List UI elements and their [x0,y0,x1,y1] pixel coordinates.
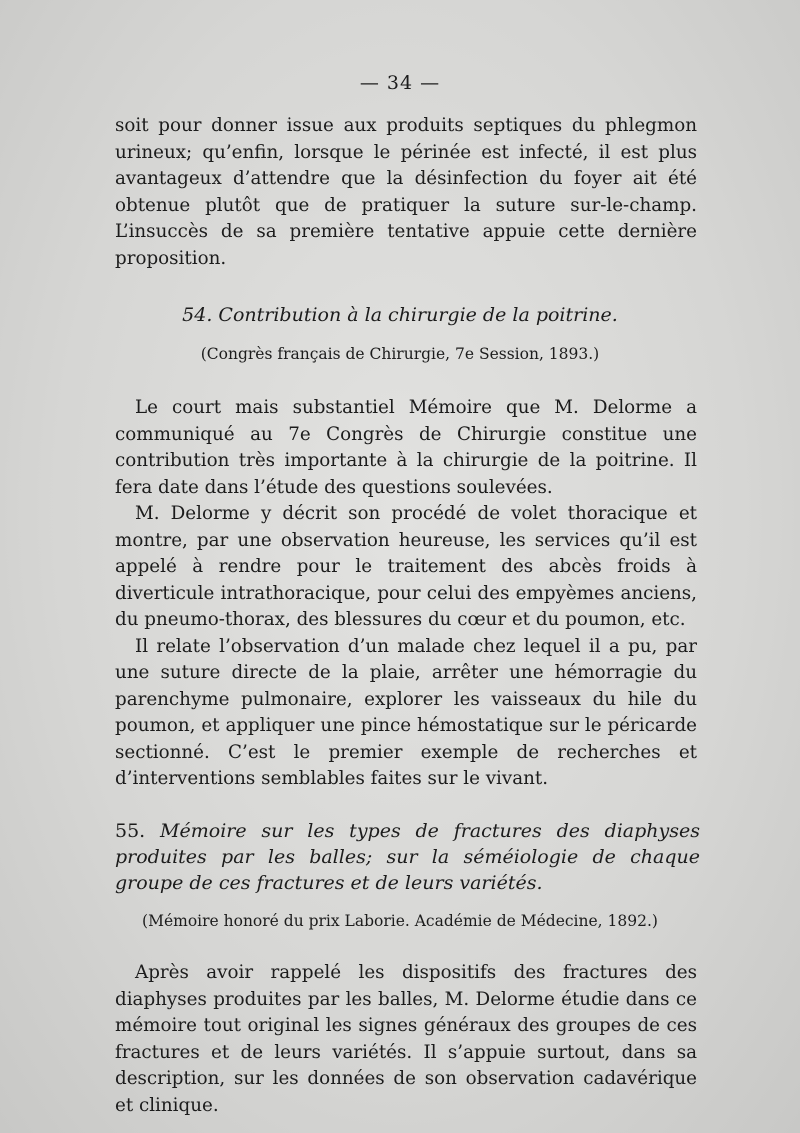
section-54-body [115,395,697,793]
section-55-body [115,960,697,1119]
page-number: — 34 — [359,72,441,94]
paragraph: Il relate l’observation d’un malade chez lequel il a pu, par une suture directe de la plaie, arrêter une hémorragie du parenchyme pulmonaire, explorer les vaisseaux du hile du poumon, et appliquer une pince hémostatique sur le péricarde sectionné. C’est le premier exemple de recherches et d’interventions semblables faites sur le vivant. [115,635,697,789]
section-55-number: 55. [115,820,146,842]
section-54-source: (Congrès français de Chirurgie, 7e Session, 1893.) [200,345,600,363]
section-55-title [115,818,700,896]
paragraph: Après avoir rappelé les dispositifs des fractures des diaphyses produites par les balles, M. Delorme étudie dans ce mémoire tout original les signes généraux des groupes de ces fractures et de leurs variétés. Il s’appuie surtout, dans sa description, sur les données de son observation cadavérique et clinique. [115,962,697,1116]
section-55-title-text: Mémoire sur les types de fractures des diaphyses produites par les balles; sur la séméiologie de chaque groupe de ces fractures et de leurs variétés. [115,820,701,894]
section-54-title: 54. Contribution à la chirurgie de la poitrine. [182,304,618,326]
paragraph: Le court mais substantiel Mémoire que M. Delorme a communiqué au 7e Congrès de Chirurgie constitue une contribution très importante à la chirurgie de la poitrine. Il fera date dans l’étude des questions soulevées. [115,397,697,498]
section-55-source: (Mémoire honoré du prix Laborie. Académie de Médecine, 1892.) [142,912,658,930]
paragraph: soit pour donner issue aux produits septiques du phlegmon urineux; qu’enfin, lorsque le périnée est infecté, il est plus avantageux d’attendre que la désinfection du foyer ait été obtenue plutôt que de pratiquer la suture sur-le-champ. L’insuccès de sa première tentative appuie cette dernière proposition. [115,115,697,269]
continuation-paragraph [115,113,697,272]
paragraph: M. Delorme y décrit son procédé de volet thoracique et montre, par une observation heureuse, les services qu’il est appelé à rendre pour le traitement des abcès froids à diverticule intrathoracique, pour celui des empyèmes anciens, du pneumo-thorax, des blessures du cœur et du poumon, etc. [115,503,697,630]
